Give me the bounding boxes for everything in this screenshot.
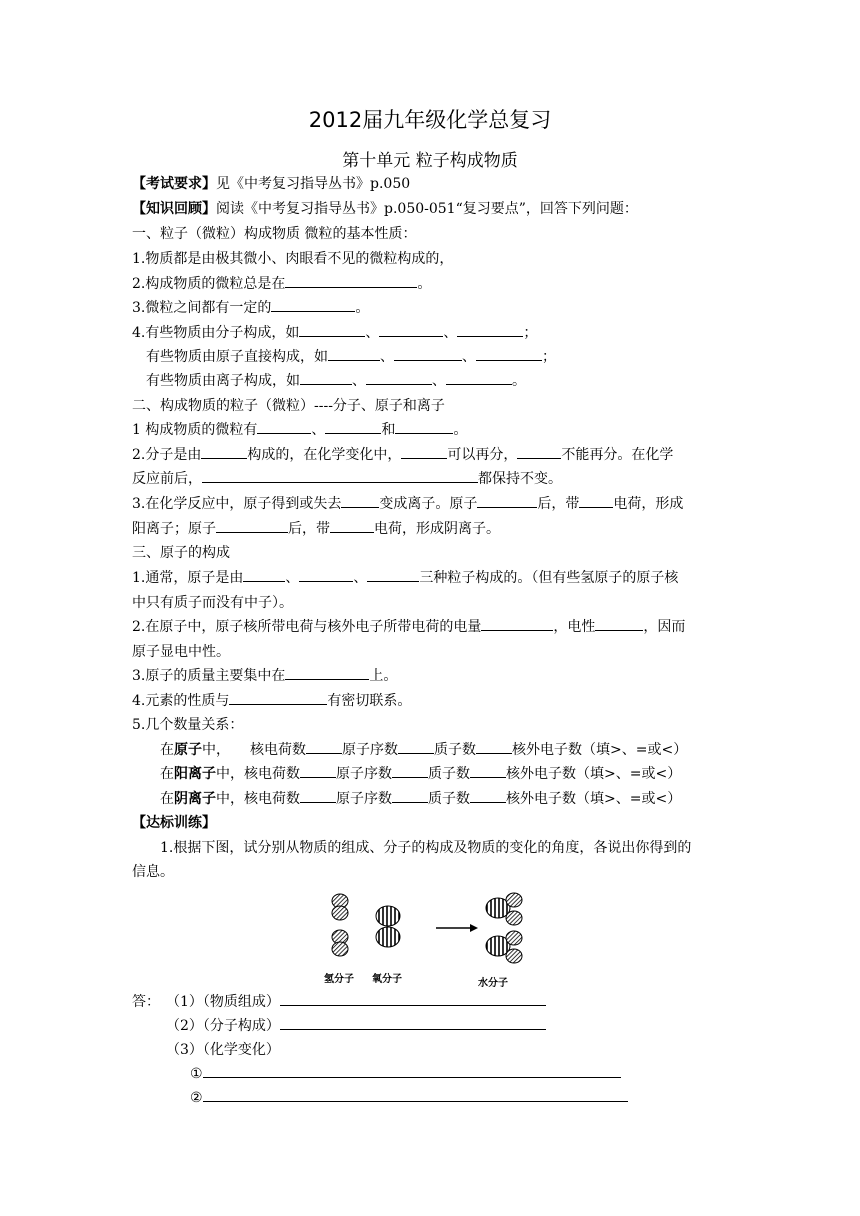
s2-item-3-text-f: 后，带 xyxy=(288,521,330,537)
oxygen-molecule xyxy=(376,906,400,947)
question-1: 1.根据下图，试分别从物质的组成、分子的构成及物质的变化的角度，各说出你得到的 xyxy=(160,840,692,856)
rel-in: 在 xyxy=(160,791,174,807)
blank[interactable] xyxy=(379,324,443,337)
blank[interactable] xyxy=(401,446,447,459)
section-3-title: 三、原子的构成 xyxy=(132,545,230,561)
blank[interactable] xyxy=(446,372,512,385)
rel-a: 核电荷数 xyxy=(244,791,300,807)
blank[interactable] xyxy=(257,421,311,434)
period: 。 xyxy=(355,300,370,316)
blank[interactable] xyxy=(395,421,453,434)
review-text: 阅读《中考复习指导丛书》p.050-051“复习要点”，回答下列问题： xyxy=(216,201,638,217)
blank[interactable] xyxy=(579,495,613,508)
period: 。 xyxy=(512,373,526,389)
blank[interactable] xyxy=(457,324,523,337)
blank[interactable] xyxy=(299,324,365,337)
blank[interactable] xyxy=(392,765,428,778)
blank[interactable] xyxy=(394,348,462,361)
knowledge-review xyxy=(132,200,638,218)
blank[interactable] xyxy=(328,348,380,361)
semicolon: ； xyxy=(523,325,538,341)
blank[interactable] xyxy=(285,275,417,288)
s3-item-1-text-a: 1.通常，原子是由 xyxy=(132,570,244,586)
s3-item-4 xyxy=(132,692,411,710)
s3-item-5: 5.几个数量关系： xyxy=(132,717,244,733)
unit-subtitle: 第十单元 粒子构成物质 xyxy=(342,151,518,171)
section-1-title: 一、粒子（微粒）构成物质 微粒的基本性质： xyxy=(132,226,417,242)
exam-requirement xyxy=(132,175,410,193)
blank[interactable] xyxy=(330,520,374,533)
exam-req-text: 见《中考复习指导丛书》p.050 xyxy=(216,176,411,192)
hydrogen-molecule-1 xyxy=(332,894,348,920)
s2-item-2-text-c: 可以再分， xyxy=(447,447,518,463)
answer-1-blank[interactable] xyxy=(280,993,546,1006)
answer-2-blank[interactable] xyxy=(280,1017,546,1030)
answer-1-label: （1）（物质组成） xyxy=(166,994,280,1010)
question-1-cont: 信息。 xyxy=(132,864,174,880)
s3-item-3 xyxy=(132,667,397,685)
s1-item-3 xyxy=(132,299,369,317)
blank[interactable] xyxy=(476,348,542,361)
rel-mid: 中， xyxy=(216,766,244,782)
circle-number-1: ① xyxy=(190,1066,203,1082)
s2-item-2-cont xyxy=(132,470,562,488)
s1-item-4 xyxy=(132,324,537,342)
blank[interactable] xyxy=(300,765,336,778)
circle-number-2: ② xyxy=(190,1090,203,1106)
s2-item-3-cont xyxy=(132,520,500,538)
s1-item-2 xyxy=(132,275,431,293)
comma: 、 xyxy=(365,325,380,341)
comma: 、 xyxy=(353,570,368,586)
relation-anion xyxy=(160,790,681,808)
blank[interactable] xyxy=(341,495,379,508)
s2-item-3-text-a: 3.在化学反应中，原子得到或失去 xyxy=(132,496,342,512)
rel-b: 原子序数 xyxy=(336,791,392,807)
section-2-title: 二、构成物质的粒子（微粒）----分子、原子和离子 xyxy=(132,398,445,414)
s1-item-4b xyxy=(146,348,556,366)
s3-item-1-text-b: 三种粒子构成的。（但有些氢原子的原子核 xyxy=(419,570,679,586)
answer-1 xyxy=(132,993,546,1011)
blank[interactable] xyxy=(325,421,381,434)
s2-item-3-text-c: 后，带 xyxy=(537,496,580,512)
answer-3: （3）（化学变化） xyxy=(166,1042,280,1058)
blank[interactable] xyxy=(201,446,247,459)
rel-in: 在 xyxy=(160,766,174,782)
comma: 、 xyxy=(462,349,476,365)
s3-item-3-text-a: 3.原子的质量主要集中在 xyxy=(132,668,286,684)
blank[interactable] xyxy=(477,495,537,508)
comma: 、 xyxy=(432,373,446,389)
semicolon: ； xyxy=(542,349,556,365)
blank[interactable] xyxy=(367,569,419,582)
s3-item-2-cont: 原子显电中性。 xyxy=(132,644,230,660)
blank[interactable] xyxy=(300,790,336,803)
answer-3-1 xyxy=(190,1065,621,1083)
comma: 、 xyxy=(311,422,326,438)
page-title: 2012届九年级化学总复习 xyxy=(308,108,552,132)
rel-c: 质子数 xyxy=(428,791,470,807)
s2-item-2-text-b: 构成的，在化学变化中， xyxy=(247,447,402,463)
s1-item-4b-text: 有些物质由原子直接构成，如 xyxy=(146,349,328,365)
label-water-molecule: 水分子 xyxy=(478,978,508,989)
blank[interactable] xyxy=(229,692,327,705)
s1-item-4c-text: 有些物质由离子构成，如 xyxy=(146,373,300,389)
blank[interactable] xyxy=(299,569,353,582)
answer-3-2 xyxy=(190,1089,628,1107)
s3-item-4-text-a: 4.元素的性质与 xyxy=(132,693,230,709)
rel-mid: 中， xyxy=(216,791,244,807)
rel-d: 核外电子数（填>、=或<） xyxy=(512,742,688,758)
s2-item-2-text-f: 都保持不变。 xyxy=(478,471,562,487)
relation-atom xyxy=(160,741,687,759)
blank[interactable] xyxy=(306,741,342,754)
s2-item-3 xyxy=(132,495,683,513)
hydrogen-molecule-2 xyxy=(332,930,348,956)
blank[interactable] xyxy=(243,569,285,582)
s1-item-3-text: 3.微粒之间都有一定的 xyxy=(132,300,272,316)
reaction-arrow xyxy=(436,924,478,932)
comma: 、 xyxy=(380,349,394,365)
answer-3-2-blank[interactable] xyxy=(203,1089,628,1102)
s2-item-2 xyxy=(132,446,673,464)
s1-item-4c xyxy=(146,372,526,390)
s3-item-3-text-b: 上。 xyxy=(369,668,398,684)
exam-req-label: 【考试要求】 xyxy=(132,176,216,192)
answer-label: 答： xyxy=(132,994,160,1010)
s3-item-2-text-a: 2.在原子中，原子核所带电荷与核外电子所带电荷的电量 xyxy=(132,619,482,635)
rel-b: 原子序数 xyxy=(336,766,392,782)
water-molecule-1 xyxy=(486,893,522,925)
rel-a: 核电荷数 xyxy=(250,742,306,758)
blank[interactable] xyxy=(398,741,434,754)
label-oxygen-molecule: 氧分子 xyxy=(372,974,402,985)
s3-item-1 xyxy=(132,569,678,587)
s1-item-1: 1.物质都是由极其微小、肉眼看不见的微粒构成的， xyxy=(132,251,454,267)
s2-item-3-text-d: 电荷，形成 xyxy=(613,496,684,512)
blank[interactable] xyxy=(595,618,643,631)
s3-item-2-text-b: ，电性 xyxy=(553,619,596,635)
answer-2 xyxy=(166,1017,546,1035)
s1-item-2-text: 2.构成物质的微粒总是在 xyxy=(132,276,286,292)
rel-mid: 中， xyxy=(202,742,230,758)
s3-item-2-text-c: ，因而 xyxy=(643,619,686,635)
s3-item-1-cont: 中只有质子而没有中子）。 xyxy=(132,595,293,611)
period: 。 xyxy=(453,422,468,438)
rel-d: 核外电子数（填>、=或<） xyxy=(506,791,682,807)
blank[interactable] xyxy=(285,667,369,680)
blank[interactable] xyxy=(216,520,288,533)
molecule-diagram xyxy=(318,886,528,988)
rel-in: 在 xyxy=(160,742,174,758)
molecule-figure xyxy=(318,886,528,968)
blank[interactable] xyxy=(481,618,553,631)
rel-c: 质子数 xyxy=(428,766,470,782)
review-label: 【知识回顾】 xyxy=(132,201,216,217)
s3-item-2 xyxy=(132,618,685,636)
s2-item-2-text-e: 反应前后， xyxy=(132,471,202,487)
s2-item-2-text-a: 2.分子是由 xyxy=(132,447,202,463)
s2-item-3-text-b: 变成离子。原子 xyxy=(379,496,478,512)
rel-anion: 阴离子 xyxy=(174,791,216,807)
blank[interactable] xyxy=(366,372,432,385)
practice-label: 【达标训练】 xyxy=(132,815,216,831)
blank[interactable] xyxy=(476,741,512,754)
rel-a: 核电荷数 xyxy=(244,766,300,782)
s2-item-3-text-e: 阳离子；原子 xyxy=(132,521,216,537)
blank[interactable] xyxy=(202,470,478,483)
rel-atom: 原子 xyxy=(174,742,202,758)
blank[interactable] xyxy=(517,446,561,459)
blank[interactable] xyxy=(470,765,506,778)
s2-item-1 xyxy=(132,421,467,439)
answer-2-label: （2）（分子构成） xyxy=(166,1018,280,1034)
water-molecule-2 xyxy=(486,931,522,963)
s2-item-2-text-d: 不能再分。在化学 xyxy=(561,447,674,463)
rel-c: 质子数 xyxy=(434,742,476,758)
answer-3-1-blank[interactable] xyxy=(203,1065,621,1078)
s3-item-4-text-b: 有密切联系。 xyxy=(327,693,412,709)
rel-d: 核外电子数（填>、=或<） xyxy=(506,766,682,782)
s2-item-3-text-g: 电荷，形成阴离子。 xyxy=(374,521,500,537)
comma: 、 xyxy=(443,325,458,341)
blank[interactable] xyxy=(271,299,355,312)
rel-b: 原子序数 xyxy=(342,742,398,758)
and-word: 和 xyxy=(381,422,396,438)
comma: 、 xyxy=(352,373,366,389)
s1-item-4-text: 4.有些物质由分子构成，如 xyxy=(132,325,300,341)
blank[interactable] xyxy=(392,790,428,803)
blank[interactable] xyxy=(470,790,506,803)
blank[interactable] xyxy=(300,372,352,385)
period: 。 xyxy=(417,276,432,292)
comma: 、 xyxy=(285,570,300,586)
label-hydrogen-molecule: 氢分子 xyxy=(324,974,354,985)
s2-item-1-text: 1 构成物质的微粒有 xyxy=(132,422,258,438)
rel-cation: 阳离子 xyxy=(174,766,216,782)
relation-cation xyxy=(160,765,681,783)
